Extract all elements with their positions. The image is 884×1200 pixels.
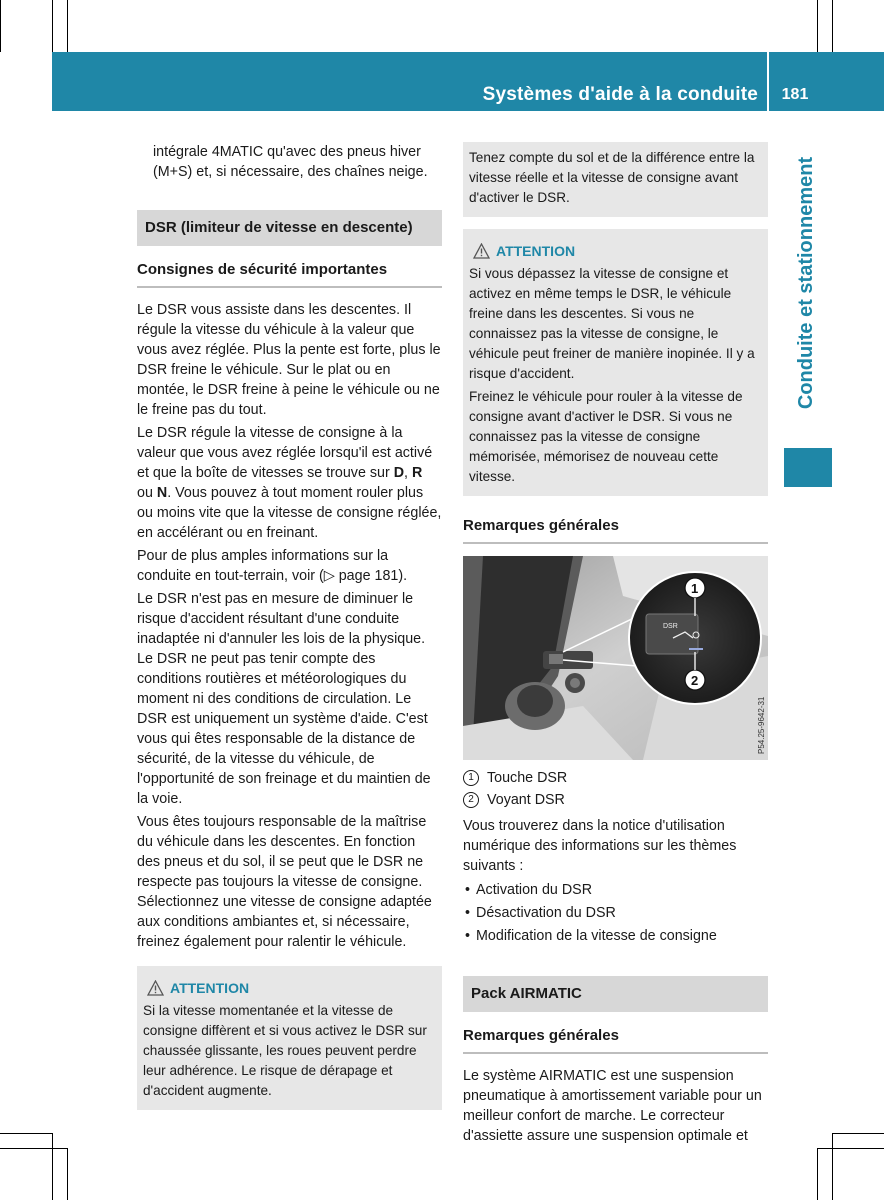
paragraph-with-page-reference: Pour de plus amples informations sur la conduite en tout-terrain, voir (▷ page 181). <box>137 548 408 584</box>
legend-item <box>463 768 768 788</box>
subheading-general-remarks: Remarques générales <box>463 1026 768 1054</box>
text-run: , <box>404 465 412 481</box>
crop-mark <box>817 0 818 52</box>
subheading-safety: Consignes de sécurité importantes <box>137 260 442 288</box>
gear-n: N <box>156 485 168 501</box>
crop-mark <box>0 1133 52 1134</box>
gear-d: D <box>393 465 405 481</box>
crop-mark <box>0 0 1 52</box>
legend-text: Voyant DSR <box>487 792 565 808</box>
callout-2: 2 <box>691 673 699 688</box>
crop-mark <box>67 1148 68 1200</box>
warning-title: ATTENTION <box>170 980 250 996</box>
page-title: Systèmes d'aide à la conduite <box>482 84 758 105</box>
section-title-airmatic: Pack AIRMATIC <box>463 976 768 1012</box>
paragraph: Le DSR vous assiste dans les descentes. Il régule la vitesse du véhicule à la valeur que vous avez réglée. Plus la pente est forte, plus le DSR freine le véhicule. Sur le plat ou en montée, le DSR freine à peine le véhicule ou ne le freine pas du tout. <box>137 302 441 418</box>
text-run: ou <box>137 485 157 501</box>
warning-triangle-icon <box>147 980 164 996</box>
center-console-illustration <box>463 556 768 760</box>
crop-mark <box>0 1148 67 1149</box>
warning-box <box>137 966 442 1110</box>
paragraph <box>137 423 442 543</box>
right-column <box>463 142 768 1149</box>
crop-mark <box>67 0 68 52</box>
crop-mark <box>832 0 833 52</box>
crop-mark <box>832 1133 884 1134</box>
list-item: • Modification de la vitesse de consigne <box>463 926 768 946</box>
legend-number: 1 <box>463 770 479 786</box>
list-item: • Activation du DSR <box>463 880 768 900</box>
note-box <box>463 142 768 217</box>
legend-item <box>463 790 768 810</box>
gear-r: R <box>411 465 423 481</box>
warning-triangle-icon <box>473 243 490 259</box>
topic-list <box>463 880 768 946</box>
crop-mark <box>817 1148 818 1200</box>
warning-text: Freinez le véhicule pour rouler à la vitesse de consigne avant d'activer le DSR. Si vous ne connaissez pas la vitesse de consigne mémorisée, mémorisez de nouveau cette vitesse. <box>469 389 743 484</box>
text-run: Le DSR régule la vitesse de consigne à la valeur que vous avez réglée lorsqu'il est activé et que la boîte de vitesses se trouve sur <box>137 425 433 481</box>
paragraph: Le DSR n'est pas en mesure de diminuer le risque d'accident résultant d'une conduite inadaptée ni d'annuler les lois de la physique. Le DSR ne peut pas tenir compte des conditions routières et météorologiques du moment ni des conditions de circulation. Le DSR est uniquement un système d'aide. C'est vous qui êtes responsable de la distance de sécurité, de la vitesse du véhicule, de l'opportunité de son freinage et du maintien de la voie. <box>137 591 431 807</box>
side-tab-label: Conduite et stationnement <box>795 156 817 410</box>
photo-code: P54.25-9642-31 <box>757 696 766 754</box>
paragraph: Vous trouverez dans la notice d'utilisation numérique des informations sur les thèmes suivants : <box>463 818 737 874</box>
paragraph: Vous êtes toujours responsable de la maîtrise du véhicule dans les descentes. En fonction des pneus et du sol, il se peut que le DSR ne respecte pas toujours la vitesse de consigne. Sélectionnez une vitesse de consigne adaptée aux conditions ambiantes et, si nécessaire, freinez également pour ralentir le véhicule. <box>137 814 432 950</box>
side-tab-marker <box>784 448 832 487</box>
legend-text: Touche DSR <box>487 770 568 786</box>
note-text: Tenez compte du sol et de la différence entre la vitesse réelle et la vitesse de consigne avant d'activer le DSR. <box>469 150 755 205</box>
list-item: • Désactivation du DSR <box>463 903 768 923</box>
photo-button-label: DSR <box>663 623 678 630</box>
crop-mark <box>52 0 53 52</box>
dsr-console-photo <box>463 556 768 760</box>
page-number: 181 <box>781 86 809 103</box>
callout-1: 1 <box>691 581 699 596</box>
crop-mark <box>832 1133 833 1200</box>
crop-mark <box>817 1148 884 1149</box>
crop-mark <box>52 1133 53 1200</box>
legend-number: 2 <box>463 792 479 808</box>
section-title-dsr: DSR (limiteur de vitesse en descente) <box>137 210 442 246</box>
warning-title: ATTENTION <box>496 243 576 259</box>
left-column <box>137 142 442 1110</box>
warning-header <box>147 978 436 998</box>
warning-header <box>473 241 762 261</box>
side-tab <box>780 118 832 448</box>
intro-paragraph: intégrale 4MATIC qu'avec des pneus hiver (M+S) et, si nécessaire, des chaînes neige. <box>153 144 428 180</box>
warning-text: Si vous dépassez la vitesse de consigne et activez en même temps le DSR, le véhicule freine dans les descentes. Si vous ne connaissez pas la vitesse de consigne, le véhicule peut freiner de manière inopinée. Il y a risque d'accident. <box>469 266 755 381</box>
warning-box <box>463 229 768 496</box>
paragraph: Le système AIRMATIC est une suspension pneumatique à amortissement variable pour un meilleur confort de marche. Le correcteur d'assiette assure une suspension optimale et <box>463 1068 762 1144</box>
subheading-general-remarks: Remarques générales <box>463 516 768 544</box>
text-run: . Vous pouvez à tout moment rouler plus ou moins vite que la vitesse de consigne réglée, en accélérant ou en freinant. <box>137 485 442 541</box>
warning-text: Si la vitesse momentanée et la vitesse de consigne diffèrent et si vous activez le DSR sur chaussée glissante, les roues peuvent perdre leur adhérence. Le risque de dérapage et d'accident augmente. <box>143 1003 427 1098</box>
